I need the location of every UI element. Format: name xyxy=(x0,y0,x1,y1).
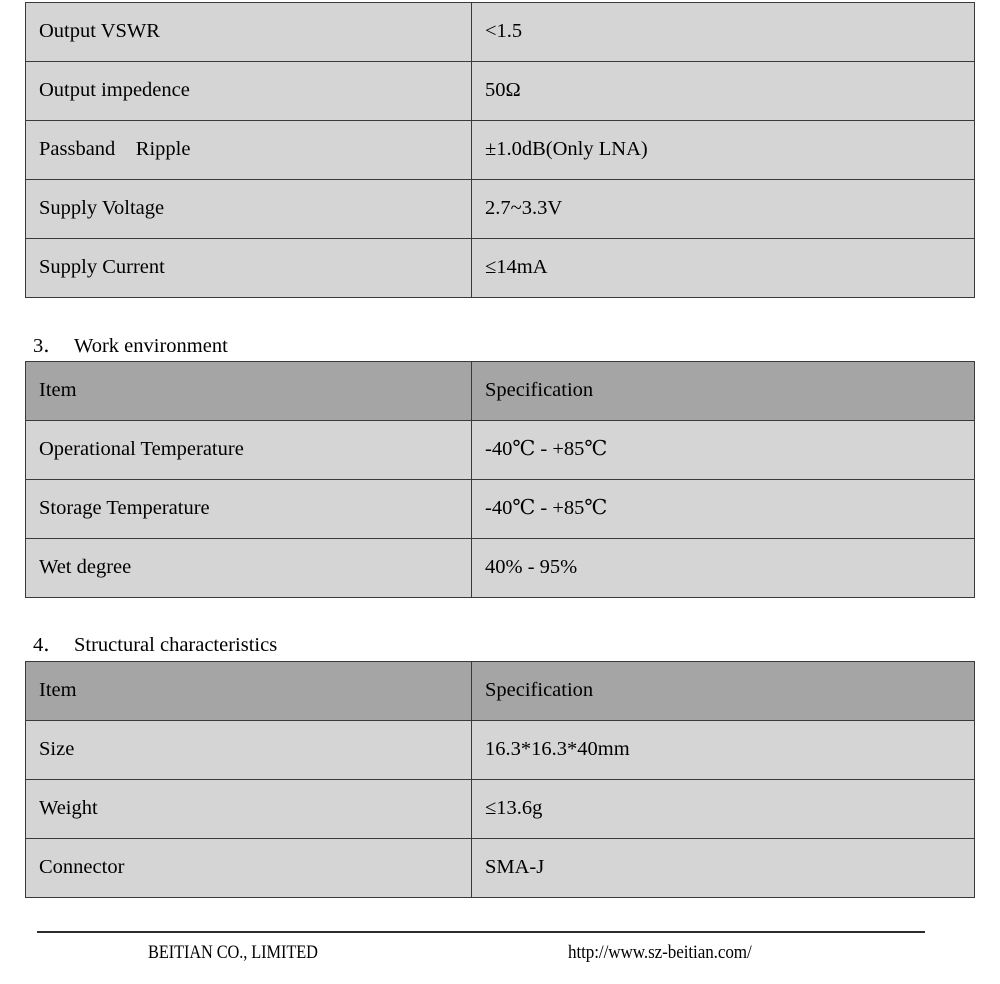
footer-divider xyxy=(37,931,925,933)
footer-company-name: BEITIAN CO., LIMITED xyxy=(148,942,318,963)
structural-characteristics-table xyxy=(25,661,975,898)
cell-spec: ≤14mA xyxy=(472,239,975,298)
cell-spec: 50Ω xyxy=(472,62,975,121)
table-row xyxy=(26,539,975,598)
table-header-row xyxy=(26,362,975,421)
cell-spec: SMA-J xyxy=(472,839,975,898)
section-heading-work-environment: 3． Work environment xyxy=(33,335,228,357)
section-heading-structural-characteristics: 4． Structural characteristics xyxy=(33,634,278,656)
cell-item: Weight xyxy=(26,780,472,839)
work-environment-table xyxy=(25,361,975,598)
cell-spec: ≤13.6g xyxy=(472,780,975,839)
table-row xyxy=(26,239,975,298)
cell-item: Storage Temperature xyxy=(26,480,472,539)
table-row xyxy=(26,62,975,121)
column-header-item: Item xyxy=(26,662,472,721)
cell-item: Supply Current xyxy=(26,239,472,298)
table-row xyxy=(26,480,975,539)
cell-spec: -40℃ - +85℃ xyxy=(472,480,975,539)
cell-item: Connector xyxy=(26,839,472,898)
cell-spec: 40% - 95% xyxy=(472,539,975,598)
table-row xyxy=(26,839,975,898)
cell-spec: -40℃ - +85℃ xyxy=(472,421,975,480)
cell-spec: ±1.0dB(Only LNA) xyxy=(472,121,975,180)
cell-item: Passband Ripple xyxy=(26,121,472,180)
cell-item: Output VSWR xyxy=(26,3,472,62)
footer-website-url[interactable]: http://www.sz-beitian.com/ xyxy=(568,942,752,963)
cell-spec: <1.5 xyxy=(472,3,975,62)
cell-item: Supply Voltage xyxy=(26,180,472,239)
column-header-item: Item xyxy=(26,362,472,421)
cell-item: Wet degree xyxy=(26,539,472,598)
column-header-specification: Specification xyxy=(472,662,975,721)
cell-spec: 2.7~3.3V xyxy=(472,180,975,239)
cell-item: Size xyxy=(26,721,472,780)
table-header-row xyxy=(26,662,975,721)
table-row xyxy=(26,780,975,839)
table-row xyxy=(26,180,975,239)
table-row xyxy=(26,721,975,780)
page-footer xyxy=(0,921,1000,984)
table-row xyxy=(26,121,975,180)
cell-spec: 16.3*16.3*40mm xyxy=(472,721,975,780)
table-row xyxy=(26,421,975,480)
column-header-specification: Specification xyxy=(472,362,975,421)
table-row xyxy=(26,3,975,62)
cell-item: Operational Temperature xyxy=(26,421,472,480)
cell-item: Output impedence xyxy=(26,62,472,121)
electrical-specifications-table xyxy=(25,2,975,298)
